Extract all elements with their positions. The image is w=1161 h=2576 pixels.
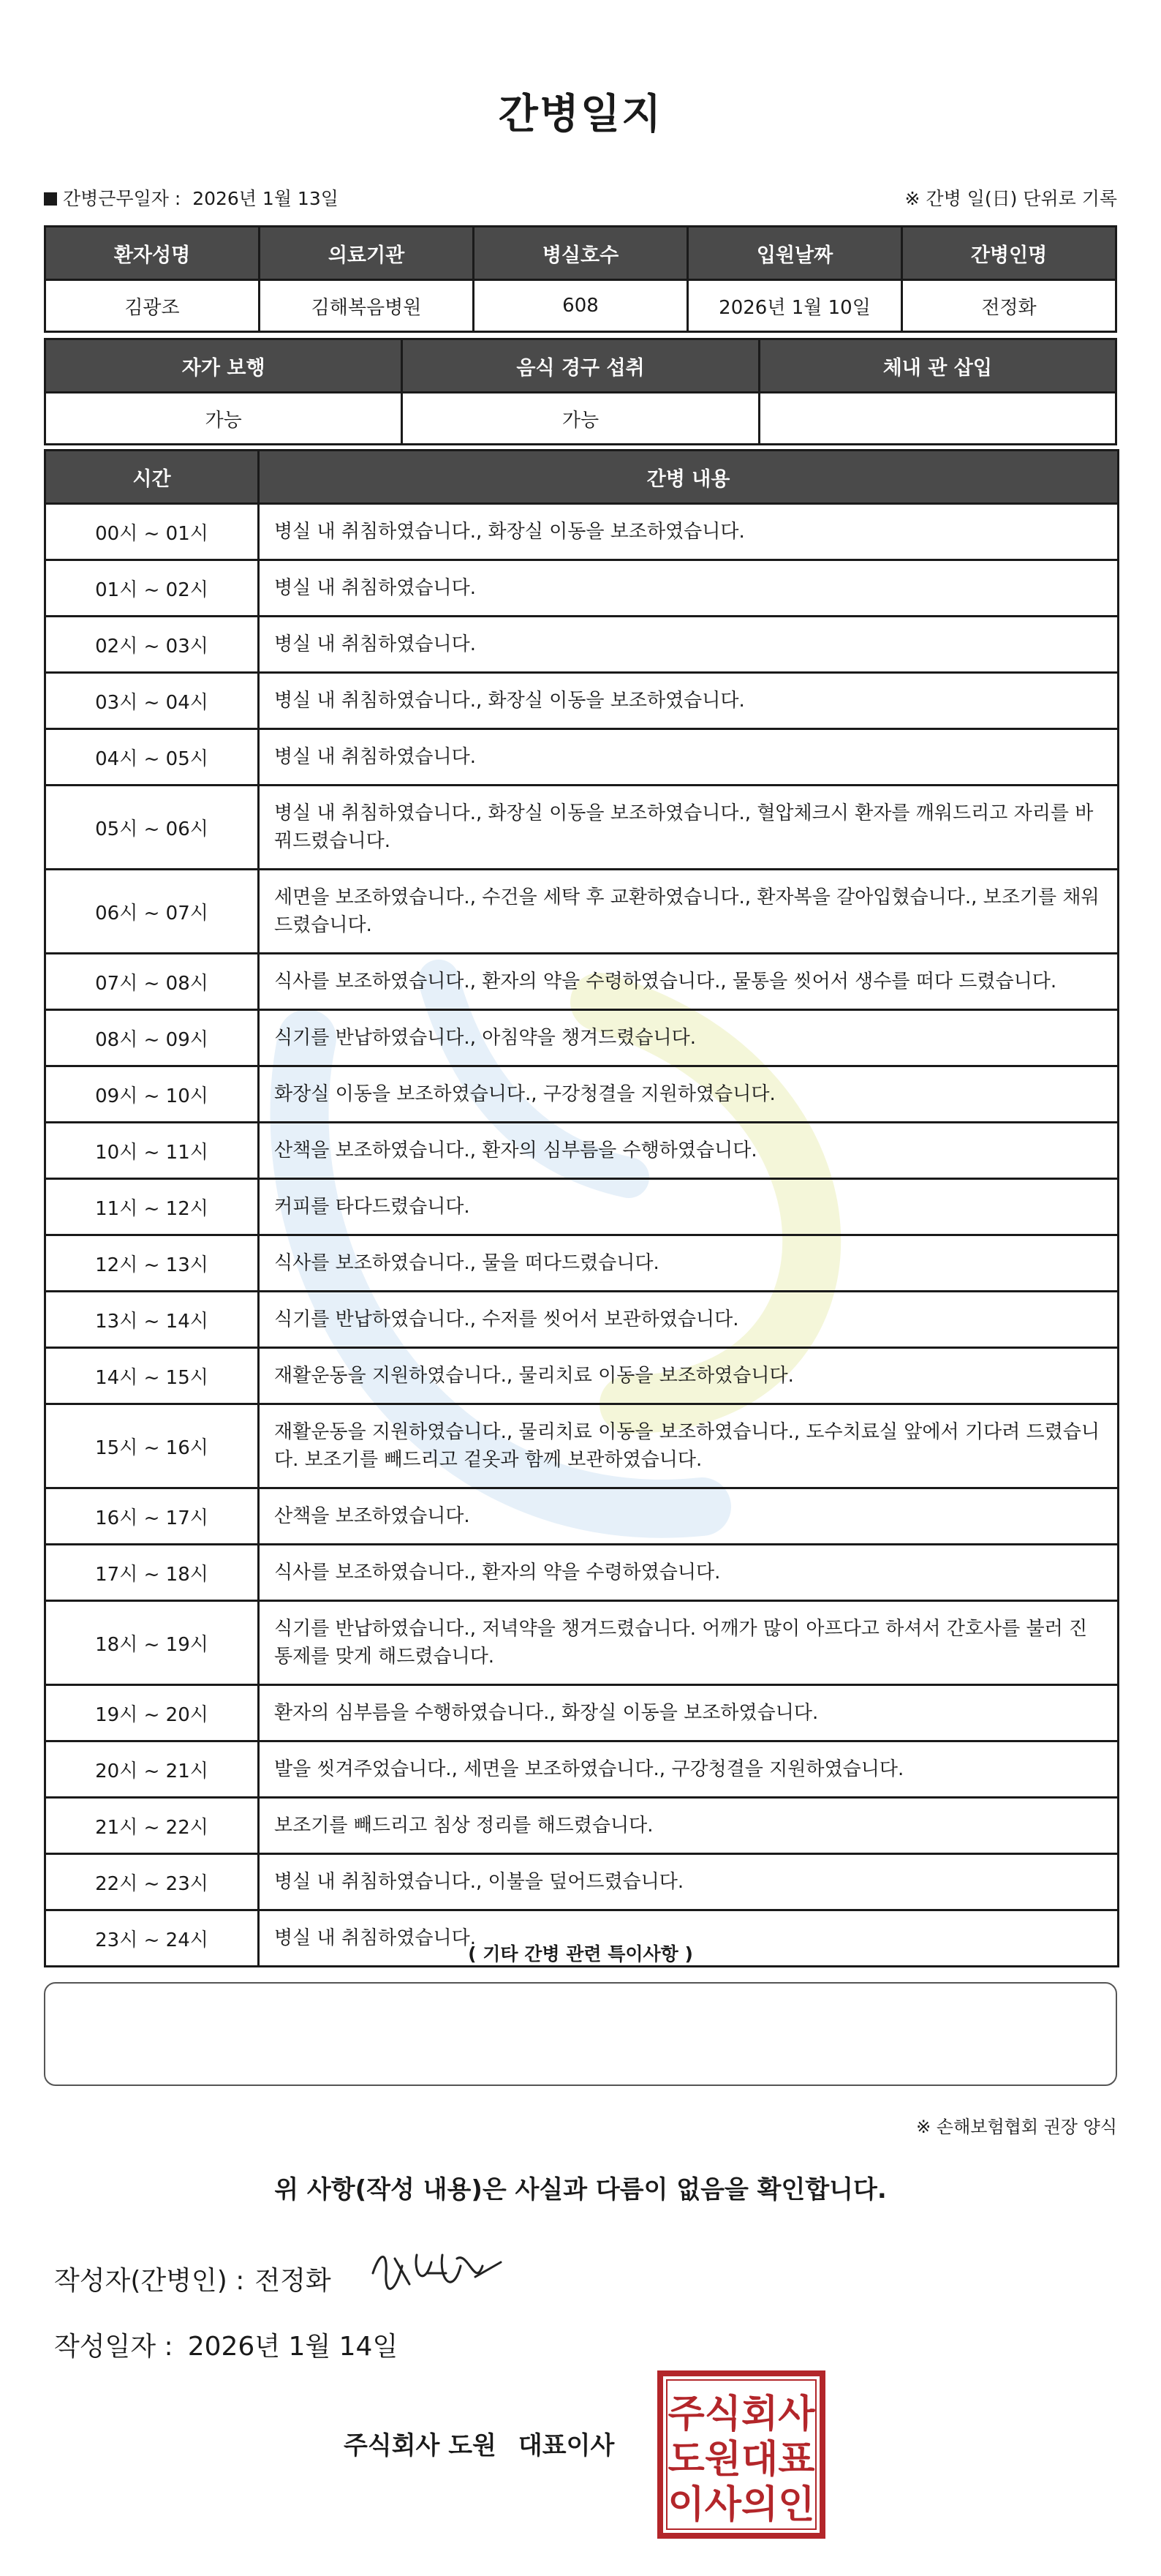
- log-header-time: 시간: [45, 451, 259, 504]
- patient-info-table: [44, 225, 1117, 333]
- log-time: 04시 ~ 05시: [45, 729, 259, 786]
- log-time: 06시 ~ 07시: [45, 870, 259, 954]
- log-time: 10시 ~ 11시: [45, 1123, 259, 1179]
- patient-header-caregiver: 간병인명: [902, 227, 1116, 280]
- table-row: [45, 1348, 1119, 1404]
- writer-label: 작성자(간병인) :: [54, 2266, 245, 2296]
- log-time: 17시 ~ 18시: [45, 1545, 259, 1601]
- log-header-content: 간병 내용: [259, 451, 1119, 504]
- log-content: 병실 내 취침하였습니다.: [259, 617, 1119, 673]
- table-row: [45, 1798, 1119, 1854]
- log-content: 병실 내 취침하였습니다.: [259, 729, 1119, 786]
- company-seal-stamp-icon: [657, 2370, 826, 2539]
- patient-name: 김광조: [45, 280, 260, 332]
- table-row: [45, 673, 1119, 729]
- square-bullet-icon: [44, 192, 57, 206]
- table-row: [45, 1488, 1119, 1545]
- work-date: [44, 184, 339, 211]
- caregiver-name: 전정화: [902, 280, 1116, 332]
- log-content: 발을 씻겨주었습니다., 세면을 보조하였습니다., 구강청결을 지원하였습니다.: [259, 1741, 1119, 1798]
- patient-header-admission: 입원날짜: [688, 227, 902, 280]
- table-row: [45, 617, 1119, 673]
- notes-box: [44, 1982, 1117, 2086]
- table-row: [45, 1179, 1119, 1235]
- notes-title: ( 기타 간병 관련 특이사항 ): [468, 1943, 693, 1965]
- room-number: 608: [474, 280, 688, 332]
- confirmation-statement: 위 사항(작성 내용)은 사실과 다름이 없음을 확인합니다.: [274, 2175, 887, 2204]
- log-time: 22시 ~ 23시: [45, 1854, 259, 1910]
- log-time: 01시 ~ 02시: [45, 560, 259, 617]
- table-row: [45, 1066, 1119, 1123]
- svg-text:도원대표: 도원대표: [668, 2438, 815, 2482]
- log-time: 20시 ~ 21시: [45, 1741, 259, 1798]
- ability-header-walking: 자가 보행: [45, 339, 402, 393]
- document-title: 간병일지: [498, 91, 663, 138]
- written-date-line: [54, 2326, 398, 2363]
- log-content: 병실 내 취침하였습니다.: [259, 560, 1119, 617]
- log-content: 식기를 반납하였습니다., 수저를 씻어서 보관하였습니다.: [259, 1292, 1119, 1348]
- log-content: 식사를 보조하였습니다., 환자의 약을 수령하였습니다.: [259, 1545, 1119, 1601]
- form-footnote: ※ 손해보험협회 권장 양식: [916, 2117, 1117, 2137]
- log-content: 산책을 보조하였습니다.: [259, 1488, 1119, 1545]
- table-row: [45, 1235, 1119, 1292]
- care-log-table: [44, 449, 1119, 1967]
- log-content: 병실 내 취침하였습니다., 이불을 덮어드렸습니다.: [259, 1854, 1119, 1910]
- log-content: 재활운동을 지원하였습니다., 물리치료 이동을 보조하였습니다.: [259, 1348, 1119, 1404]
- work-date-value: 2026년 1월 13일: [192, 188, 339, 209]
- table-row: [45, 1601, 1119, 1685]
- ability-walking: 가능: [45, 393, 402, 445]
- log-content: 식기를 반납하였습니다., 저녁약을 챙겨드렸습니다. 어깨가 많이 아프다고 하셔서 간호사를 불러 진통제를 맞게 해드렸습니다.: [259, 1601, 1119, 1685]
- log-content: 화장실 이동을 보조하였습니다., 구강청결을 지원하였습니다.: [259, 1066, 1119, 1123]
- log-time: 00시 ~ 01시: [45, 504, 259, 560]
- log-time: 13시 ~ 14시: [45, 1292, 259, 1348]
- table-row: [45, 870, 1119, 954]
- log-content: 세면을 보조하였습니다., 수건을 세탁 후 교환하였습니다., 환자복을 갈아입혔습니다., 보조기를 채워드렸습니다.: [259, 870, 1119, 954]
- log-content: 식사를 보조하였습니다., 환자의 약을 수령하였습니다., 물통을 씻어서 생수를 떠다 드렸습니다.: [259, 954, 1119, 1010]
- patient-header-room: 병실호수: [474, 227, 688, 280]
- log-content: 환자의 심부름을 수행하였습니다., 화장실 이동을 보조하였습니다.: [259, 1685, 1119, 1741]
- admission-date: 2026년 1월 10일: [688, 280, 902, 332]
- work-date-label: 간병근무일자 :: [63, 188, 181, 209]
- table-row: [45, 1010, 1119, 1066]
- table-row: [45, 954, 1119, 1010]
- work-date-row: [44, 184, 1117, 214]
- svg-text:이사의인: 이사의인: [668, 2483, 815, 2527]
- ability-header-oral-intake: 음식 경구 섭취: [402, 339, 759, 393]
- company-signature-line: [344, 2425, 614, 2461]
- svg-text:주식회사: 주식회사: [668, 2392, 815, 2436]
- written-date-value: 2026년 1월 14일: [187, 2332, 398, 2362]
- table-row: [45, 1854, 1119, 1910]
- log-time: 16시 ~ 17시: [45, 1488, 259, 1545]
- log-content: 병실 내 취침하였습니다., 화장실 이동을 보조하였습니다.: [259, 504, 1119, 560]
- table-row: [45, 1685, 1119, 1741]
- company-name: 주식회사 도원: [344, 2431, 496, 2460]
- log-time: 23시 ~ 24시: [45, 1910, 259, 1967]
- log-content: 산책을 보조하였습니다., 환자의 심부름을 수행하였습니다.: [259, 1123, 1119, 1179]
- log-content: 병실 내 취침하였습니다., 화장실 이동을 보조하였습니다.: [259, 673, 1119, 729]
- log-time: 12시 ~ 13시: [45, 1235, 259, 1292]
- log-time: 14시 ~ 15시: [45, 1348, 259, 1404]
- log-time: 03시 ~ 04시: [45, 673, 259, 729]
- log-content: 식사를 보조하였습니다., 물을 떠다드렸습니다.: [259, 1235, 1119, 1292]
- table-row: [45, 1292, 1119, 1348]
- ability-oral-intake: 가능: [402, 393, 759, 445]
- ability-header-tube: 체내 관 삽입: [759, 339, 1116, 393]
- patient-header-name: 환자성명: [45, 227, 260, 280]
- log-content: 보조기를 빼드리고 침상 정리를 해드렸습니다.: [259, 1798, 1119, 1854]
- table-row: [45, 729, 1119, 786]
- table-row: [45, 560, 1119, 617]
- table-row: [45, 1404, 1119, 1488]
- log-time: 09시 ~ 10시: [45, 1066, 259, 1123]
- log-time: 18시 ~ 19시: [45, 1601, 259, 1685]
- log-content: 식기를 반납하였습니다., 아침약을 챙겨드렸습니다.: [259, 1010, 1119, 1066]
- log-time: 08시 ~ 09시: [45, 1010, 259, 1066]
- unit-note: ※ 간병 일(日) 단위로 기록: [904, 188, 1117, 209]
- writer-line: [54, 2260, 331, 2297]
- log-content: 커피를 타다드렸습니다.: [259, 1179, 1119, 1235]
- log-content: 병실 내 취침하였습니다., 화장실 이동을 보조하였습니다., 혈압체크시 환자를 깨워드리고 자리를 바꿔드렸습니다.: [259, 786, 1119, 870]
- patient-header-hospital: 의료기관: [260, 227, 474, 280]
- table-row: [45, 786, 1119, 870]
- table-row: [45, 504, 1119, 560]
- log-time: 21시 ~ 22시: [45, 1798, 259, 1854]
- hospital-name: 김해복음병원: [260, 280, 474, 332]
- written-date-label: 작성일자 :: [54, 2332, 173, 2362]
- log-time: 02시 ~ 03시: [45, 617, 259, 673]
- table-row: [45, 1545, 1119, 1601]
- log-time: 15시 ~ 16시: [45, 1404, 259, 1488]
- writer-name: 전정화: [254, 2266, 331, 2296]
- log-time: 19시 ~ 20시: [45, 1685, 259, 1741]
- log-time: 07시 ~ 08시: [45, 954, 259, 1010]
- log-content: 병실 내 취침하였습니다.: [259, 1910, 1119, 1967]
- log-content: 재활운동을 지원하였습니다., 물리치료 이동을 보조하였습니다., 도수치료실 앞에서 기다려 드렸습니다. 보조기를 빼드리고 겉옷과 함께 보관하였습니다.: [259, 1404, 1119, 1488]
- company-title: 대표이사: [518, 2431, 615, 2460]
- table-row: [45, 1741, 1119, 1798]
- log-time: 11시 ~ 12시: [45, 1179, 259, 1235]
- abilities-table: [44, 338, 1117, 445]
- handwritten-signature-icon: [366, 2244, 512, 2302]
- table-row: [45, 1123, 1119, 1179]
- log-time: 05시 ~ 06시: [45, 786, 259, 870]
- ability-tube: [759, 393, 1116, 445]
